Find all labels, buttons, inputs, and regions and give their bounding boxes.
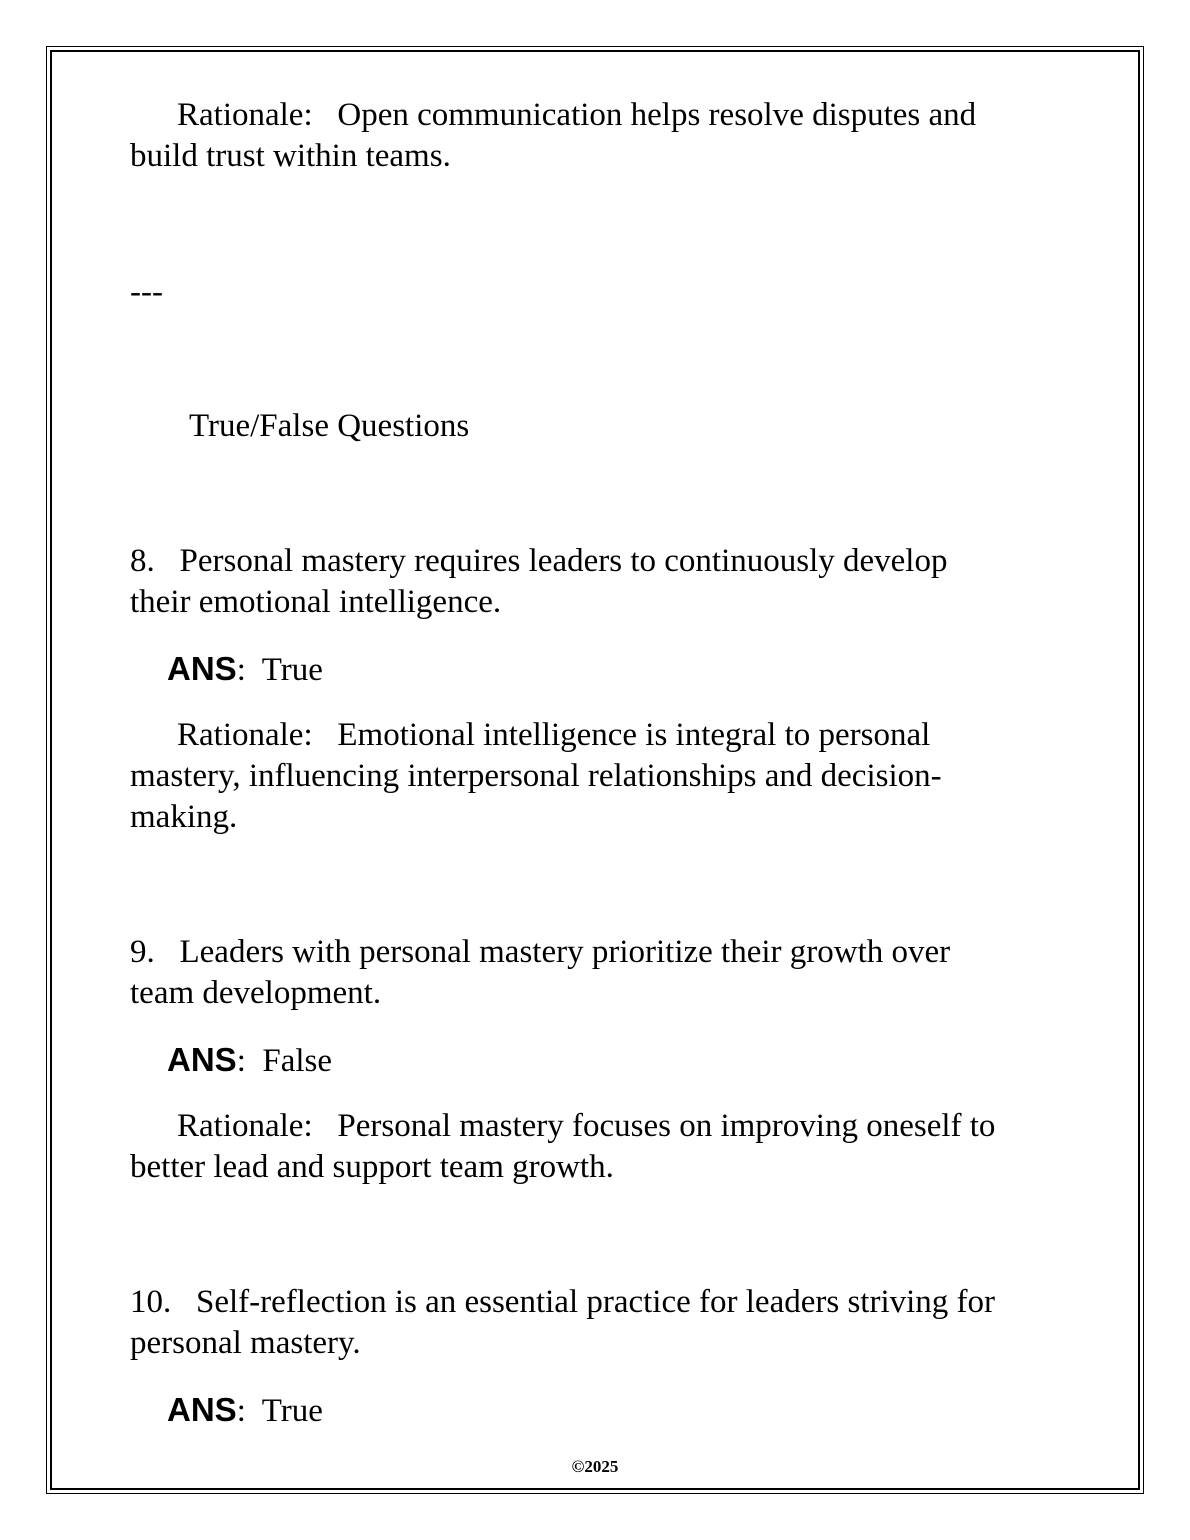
question-9-rationale-line-1	[177, 1106, 995, 1147]
ans-label: ANS	[167, 1041, 237, 1078]
rationale-label: Rationale:	[177, 1108, 313, 1144]
question-9-answer: ANS: False	[167, 1041, 333, 1079]
ans-value: True	[261, 652, 323, 688]
question-number: 8.	[130, 543, 155, 579]
copyright-footer: ©2025	[571, 1457, 619, 1476]
rationale-label: Rationale:	[177, 717, 313, 753]
question-10-line-1	[130, 1282, 995, 1323]
question-10-line-2: personal mastery.	[130, 1325, 361, 1361]
ans-label: ANS	[167, 650, 237, 687]
rationale-text: Open communication helps resolve disputes and	[337, 97, 977, 133]
question-8-rationale-line-3: making.	[130, 799, 238, 835]
question-text: Self-reflection is an essential practice for leaders striving for	[196, 1284, 996, 1320]
section-heading: True/False Questions	[189, 408, 470, 444]
question-8-answer: ANS: True	[167, 650, 323, 688]
rationale-prev-line-1	[177, 95, 976, 136]
question-text: Personal mastery requires leaders to continuously develop	[179, 543, 948, 579]
rationale-text: Emotional intelligence is integral to personal	[337, 717, 931, 753]
question-9-line-2: team development.	[130, 975, 382, 1011]
question-number: 9.	[130, 934, 155, 970]
rationale-prev-line-2: build trust within teams.	[130, 138, 451, 174]
ans-label: ANS	[167, 1391, 237, 1428]
question-8-rationale-line-2: mastery, influencing interpersonal relationships and decision-	[130, 758, 942, 794]
question-8-line-1	[130, 541, 947, 582]
rationale-text: Personal mastery focuses on improving oneself to	[337, 1108, 996, 1144]
question-number: 10.	[130, 1284, 172, 1320]
ans-value: True	[261, 1393, 323, 1429]
question-8-rationale-line-1	[177, 715, 930, 756]
rationale-label: Rationale:	[177, 97, 313, 133]
ans-value: False	[262, 1043, 333, 1079]
separator: ---	[130, 274, 163, 310]
question-text: Leaders with personal mastery prioritize their growth over	[179, 934, 951, 970]
question-9-rationale-line-2: better lead and support team growth.	[130, 1149, 614, 1185]
question-8-line-2: their emotional intelligence.	[130, 584, 502, 620]
question-10-answer: ANS: True	[167, 1391, 323, 1429]
question-9-line-1	[130, 932, 950, 973]
